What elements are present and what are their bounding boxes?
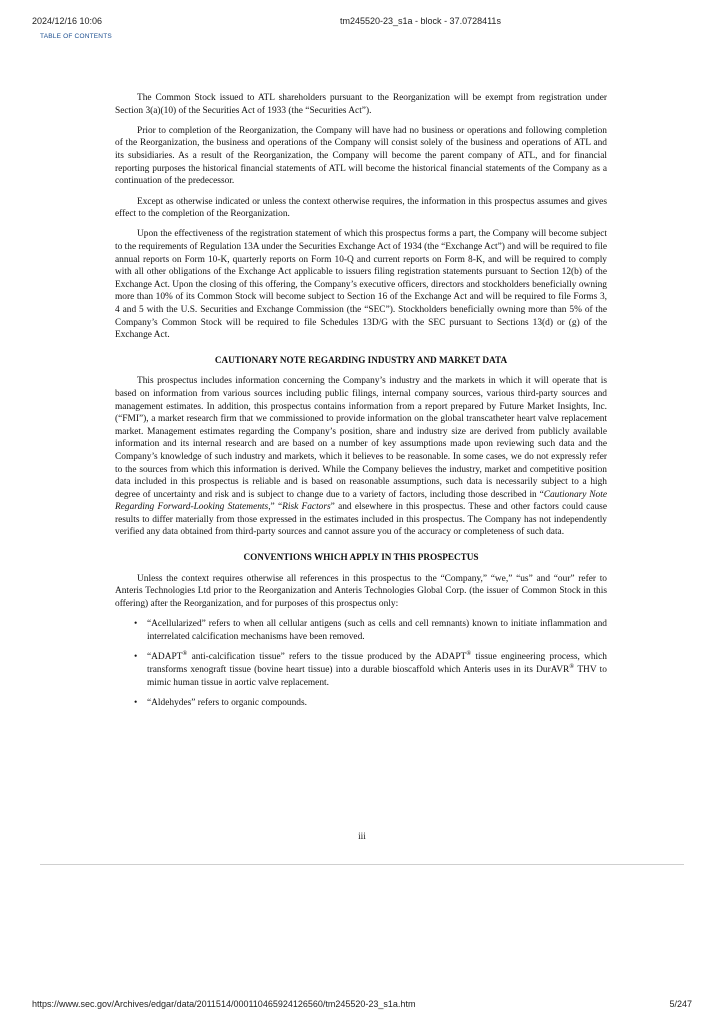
page-divider xyxy=(40,864,684,865)
paragraph xyxy=(115,375,607,539)
separator-text: ,” “ xyxy=(268,502,283,513)
paragraph: Upon the effectiveness of the registration statement of which this prospectus forms a part, the Company will become subject to the requirements of Regulation 13A under the Securities Exchange Act of 1934 (the “Exchange Act”) and will be required to file annual reports on Form 10-K, quarterly reports on Form 10-Q and current reports on Form 8-K, and will be required to comply with all other obligations of the Exchange Act applicable to issuers filing registration statements pursuant to Section 12(b) of the Exchange Act. Upon the closing of this offering, the Company’s executive officers, directors and stockholders beneficially owning more than 10% of its Common Stock will become subject to Section 16 of the Exchange Act and will be required to file Forms 3, 4 and 5 with the U.S. Securities and Exchange Commission (the “SEC”). Stockholders beneficially owning more than 5% of the Company’s Common Stock will be required to file Schedules 13D/G with the SEC pursuant to Sections 13(d) or (g) of the Exchange Act. xyxy=(115,229,607,341)
document-body xyxy=(115,92,607,718)
list-item-text: “Aldehydes” refers to organic compounds. xyxy=(147,698,307,709)
bullet-icon: • xyxy=(134,619,138,630)
page-number: iii xyxy=(358,832,366,842)
registered-mark: ® xyxy=(182,650,188,658)
footer-url: https://www.sec.gov/Archives/edgar/data/2011514/000110465924126560/tm245520-23_s1a.htm xyxy=(32,999,416,1009)
footer-page-count: 5/247 xyxy=(669,999,692,1009)
bullet-icon: • xyxy=(134,652,138,663)
link-risk-factors[interactable]: Risk Factors xyxy=(282,502,331,513)
paragraph: Except as otherwise indicated or unless the context otherwise requires, the information in this prospectus assumes and gives effect to the completion of the Reorganization. xyxy=(115,196,607,220)
list-item-text: THV to mimic human tissue in aortic valve replacement. xyxy=(147,664,607,688)
table-of-contents-link[interactable]: TABLE OF CONTENTS xyxy=(40,33,112,40)
link-cautionary-note[interactable]: Cautionary Note Regarding Forward-Looking Statements xyxy=(115,489,607,513)
list-item-text: “Acellularized” refers to when all cellular antigens (such as cells and cell remnants) known to initiate inflammation and interrelated calcification mechanisms have been removed. xyxy=(147,619,607,642)
list-item xyxy=(115,697,607,710)
paragraph-text: ” and elsewhere in this prospectus. These and other factors could cause results to differ materially from those expressed in the estimates included in this prospectus. The Company has not independently verified any data obtained from third-party sources and cannot assure you of the accuracy or completeness of such data. xyxy=(115,502,607,538)
definitions-list xyxy=(115,618,607,710)
print-datetime: 2024/12/16 10:06 xyxy=(32,16,103,26)
list-item-text: tissue engineering process, which transforms xenograft tissue (bovine heart tissue) into a durable bioscaffold which Anteris uses in its DurAVR xyxy=(147,652,607,675)
paragraph: The Common Stock issued to ATL shareholders pursuant to the Reorganization will be exempt from registration under Section 3(a)(10) of the Securities Act of 1933 (the “Securities Act”). xyxy=(115,93,607,116)
paragraph-text: This prospectus includes information concerning the Company’s industry and the markets in which it will operate that is based on information from various sources including public filings, internal company sources, various third-party sources and management estimates. In addition, this prospectus contains information from a report prepared by Future Market Insights, Inc. (“FMI”), a market research firm that we commissioned to provide information on the global transcatheter heart valve replacement market. Management estimates regarding the Company’s position, share and industry size are derived from publicly available information and its internal research and are based on a number of key assumptions made upon reviewing such data and the Company’s knowledge of such industry and markets, which it believes to be reasonable. In some cases, we do not expressly refer to the sources from which this information is derived. While the Company believes the industry, market and competitive position data included in this prospectus is reliable and is based on reasonable assumptions, such data is necessarily subject to a high degree of uncertainty and risk and is subject to change due to a variety of factors, including those described in “ xyxy=(115,376,607,500)
section-heading-industry-data: CAUTIONARY NOTE REGARDING INDUSTRY AND MARKET DATA xyxy=(214,354,508,365)
list-item-text: “ADAPT xyxy=(147,652,183,663)
list-item xyxy=(115,651,607,689)
bullet-icon: • xyxy=(134,698,138,709)
paragraph: Unless the context requires otherwise all references in this prospectus to the “Company,” “we,” “us” and “our” refer to Anteris Technologies Ltd prior to the Reorganization and Anteris Technologies Global Corp. (the issuer of Common Stock in this offering) after the Reorganization, and for purposes of this prospectus only: xyxy=(115,573,607,609)
paragraph: Prior to completion of the Reorganization, the Company will have had no business or operations and following completion of the Reorganization, the business and operations of the Company will consist solely of the business and operations of ATL and its subsidiaries. As a result of the Reorganization, the Company will become the parent company of ATL, and for financial reporting purposes the historical financial statements of ATL will become the historical financial statements of the Company as a continuation of the predecessor. xyxy=(115,125,607,187)
registered-mark: ® xyxy=(569,662,575,670)
list-item xyxy=(115,618,607,643)
list-item-text: anti-calcification tissue” refers to the tissue produced by the ADAPT xyxy=(187,652,467,663)
section-heading-conventions: CONVENTIONS WHICH APPLY IN THIS PROSPECTUS xyxy=(243,552,479,563)
print-title: tm245520-23_s1a - block - 37.0728411s xyxy=(340,16,501,26)
registered-mark: ® xyxy=(466,650,472,658)
